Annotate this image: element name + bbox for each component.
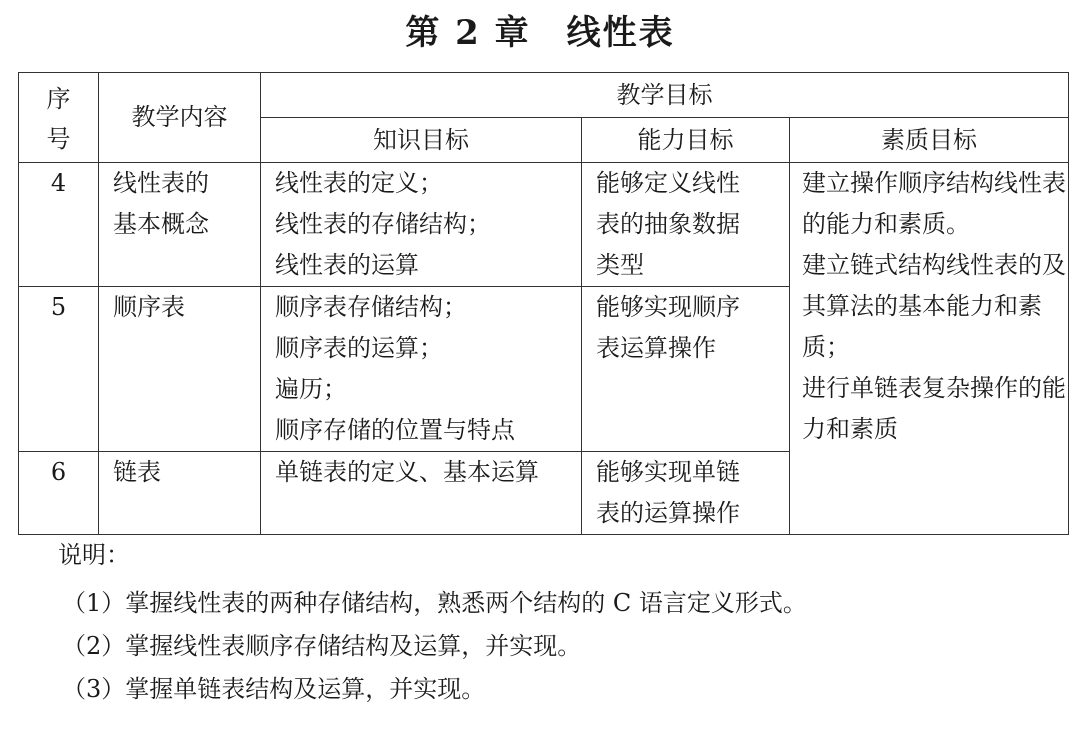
row-content-line: 顺序表 bbox=[113, 293, 185, 321]
quality-item: 进行单链表复杂操作的能力和素质 bbox=[802, 374, 1066, 443]
teaching-objectives-table bbox=[18, 72, 1069, 535]
quality-item: 建立操作顺序结构线性表的能力和素质。 bbox=[802, 169, 1066, 238]
row-content-line: 链表 bbox=[113, 458, 161, 486]
row-knowledge-line: 线性表的定义； bbox=[275, 169, 443, 197]
row-ability bbox=[582, 452, 790, 535]
row-ability bbox=[582, 163, 790, 287]
header-goals: 教学目标 bbox=[261, 73, 1069, 118]
row-seq: 4 bbox=[19, 163, 99, 287]
row-content bbox=[99, 452, 261, 535]
row-ability-line: 能够实现单链 bbox=[596, 458, 740, 486]
quality-item: 建立链式结构线性表的及其算法的基本能力和素质； bbox=[802, 251, 1066, 361]
row-ability-line: 类型 bbox=[596, 251, 644, 279]
row-content bbox=[99, 163, 261, 287]
row-seq: 5 bbox=[19, 287, 99, 452]
header-knowledge: 知识目标 bbox=[261, 118, 582, 163]
row-knowledge-line: 顺序表存储结构； bbox=[275, 293, 467, 321]
row-seq: 6 bbox=[19, 452, 99, 535]
table-row bbox=[19, 163, 1069, 287]
page-title: 第 2 章 线性表 bbox=[405, 13, 675, 53]
row-knowledge-line: 遍历； bbox=[275, 375, 347, 403]
row-ability-line: 表的运算操作 bbox=[596, 499, 740, 527]
row-content-line: 基本概念 bbox=[113, 210, 209, 238]
header-content: 教学内容 bbox=[99, 73, 261, 163]
header-ability: 能力目标 bbox=[582, 118, 790, 163]
header-seq-line-2: 号 bbox=[46, 124, 71, 153]
row-knowledge bbox=[261, 452, 582, 535]
row-knowledge bbox=[261, 163, 582, 287]
row-ability bbox=[582, 287, 790, 452]
row-knowledge-line: 单链表的定义、基本运算 bbox=[275, 458, 539, 486]
header-quality: 素质目标 bbox=[790, 118, 1069, 163]
row-content-line: 线性表的 bbox=[113, 169, 209, 197]
row-knowledge-line: 线性表的存储结构； bbox=[275, 210, 491, 238]
header-seq bbox=[19, 73, 99, 163]
header-row-1 bbox=[19, 73, 1069, 118]
quality-cell bbox=[790, 163, 1069, 535]
header-seq-line-1: 序 bbox=[46, 84, 71, 113]
row-knowledge-line: 顺序存储的位置与特点 bbox=[275, 416, 515, 444]
row-knowledge-line: 线性表的运算 bbox=[275, 251, 419, 279]
note-item: （1）掌握线性表的两种存储结构，熟悉两个结构的 C 语言定义形式。 bbox=[62, 589, 807, 617]
row-ability-line: 表运算操作 bbox=[596, 334, 716, 362]
row-knowledge bbox=[261, 287, 582, 452]
notes-label: 说明： bbox=[58, 541, 130, 569]
row-knowledge-line: 顺序表的运算； bbox=[275, 334, 443, 362]
row-content bbox=[99, 287, 261, 452]
note-item: （2）掌握线性表顺序存储结构及运算，并实现。 bbox=[62, 632, 582, 660]
row-ability-line: 能够定义线性 bbox=[596, 169, 740, 197]
row-ability-line: 能够实现顺序 bbox=[596, 293, 740, 321]
note-item: （3）掌握单链表结构及运算，并实现。 bbox=[62, 675, 486, 703]
row-ability-line: 表的抽象数据 bbox=[596, 210, 740, 238]
